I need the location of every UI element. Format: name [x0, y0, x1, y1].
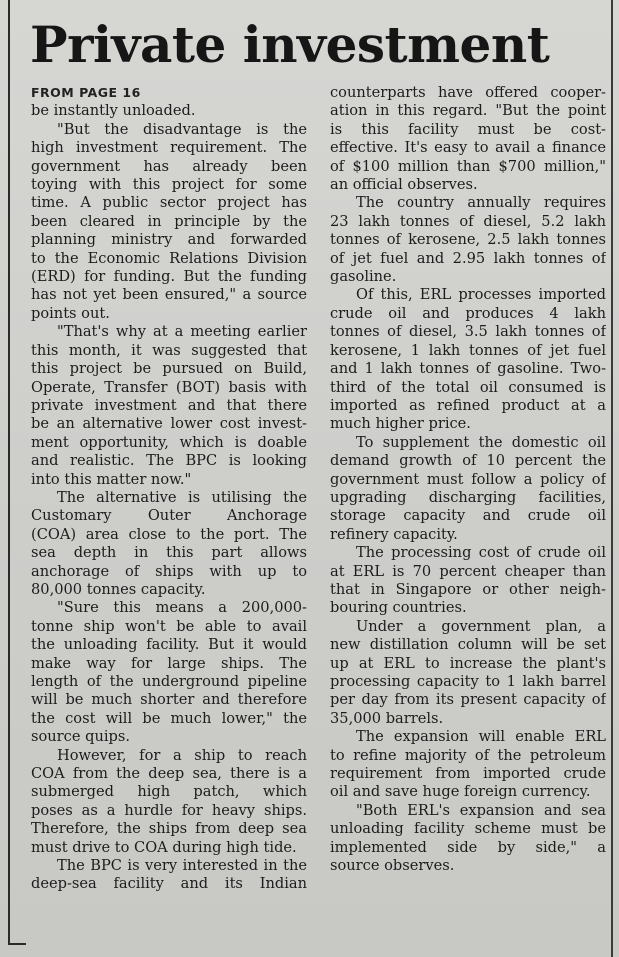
article-text-line: much higher price. — [330, 415, 471, 433]
article-text-line: government has already been — [31, 157, 307, 175]
article-text-line: at ERL is 70 percent cheaper than — [330, 562, 606, 580]
article-text-line: this month, it was suggested that — [31, 341, 307, 359]
article-text-line: into this matter now." — [31, 470, 192, 488]
article-text-line: However, for a ship to reach — [57, 746, 307, 764]
article-text-line: crude oil and produces 4 lakh — [330, 304, 606, 322]
article-text-line: been cleared in principle by the — [31, 212, 307, 230]
article-text-line: toying with this project for some — [31, 176, 307, 194]
article-text-line: the cost will be much lower," the — [31, 709, 307, 727]
article-text-line: be instantly unloaded. — [31, 102, 196, 120]
article-text-line: that in Singapore or other neigh- — [330, 580, 606, 598]
article-text-line: new distillation column will be set — [330, 636, 606, 654]
article-text-line: Operate, Transfer (BOT) basis with — [31, 378, 307, 396]
article-text-line: the unloading facility. But it would — [31, 636, 307, 654]
article-text-line: length of the underground pipeline — [31, 673, 307, 691]
article-text-line: tonnes of kerosene, 2.5 lakh tonnes — [330, 231, 606, 249]
article-text-line: Under a government plan, a — [356, 617, 606, 635]
article-text-line: COA from the deep sea, there is a — [31, 765, 307, 783]
left-column-text — [31, 102, 307, 893]
article-text-line: "Sure this means a 200,000- — [57, 599, 307, 617]
article-text-line: kerosene, 1 lakh tonnes of jet fuel — [330, 341, 606, 359]
continued-from-kicker: FROM PAGE 16 — [31, 85, 141, 100]
article-text-line: storage capacity and crude oil — [330, 507, 606, 525]
article-text-line: of $100 million than $700 million," — [330, 157, 606, 175]
article-text-line: To supplement the domestic oil — [356, 433, 606, 451]
left-column-rule — [8, 0, 10, 945]
article-text-line: ment opportunity, which is doable — [31, 433, 307, 451]
article-text-line: Customary Outer Anchorage — [31, 507, 307, 525]
headline: Private investment — [30, 15, 550, 74]
article-text-line: The alternative is utilising the — [57, 488, 307, 506]
article-text-line: refinery capacity. — [330, 525, 458, 543]
article-text-line: 35,000 barrels. — [330, 709, 444, 727]
article-column-left — [31, 84, 307, 894]
article-text-line: high investment requirement. The — [31, 139, 307, 157]
article-text-line: tonne ship won't be able to avail — [31, 617, 307, 635]
article-text-line: deep-sea facility and its Indian — [31, 875, 307, 893]
article-text-line: demand growth of 10 percent the — [330, 452, 606, 470]
article-text-line: and realistic. The BPC is looking — [31, 452, 307, 470]
article-text-line: "That's why at a meeting earlier — [57, 323, 307, 341]
article-text-line: government must follow a policy of — [330, 470, 606, 488]
article-column-right — [330, 84, 606, 875]
article-text-line: The expansion will enable ERL — [356, 728, 606, 746]
article-text-line: source observes. — [330, 857, 455, 875]
article-text-line: ation in this regard. "But the point — [330, 102, 606, 120]
article-text-line: tonnes of diesel, 3.5 lakh tonnes of — [330, 323, 606, 341]
article-text-line: The country annually requires — [356, 194, 606, 212]
article-text-line: requirement from imported crude — [330, 765, 606, 783]
article-text-line: source quips. — [31, 728, 130, 746]
article-text-line: gasoline. — [330, 268, 397, 286]
article-text-line: this project be pursued on Build, — [31, 360, 307, 378]
article-text-line: unloading facility scheme must be — [330, 820, 606, 838]
article-text-line: of jet fuel and 2.95 lakh tonnes of — [330, 249, 606, 267]
article-text-line: third of the total oil consumed is — [330, 378, 606, 396]
right-column-rule — [611, 0, 613, 957]
article-text-line: Of this, ERL processes imported — [356, 286, 606, 304]
article-text-line: points out. — [31, 304, 110, 322]
article-text-line: to the Economic Relations Division — [31, 249, 307, 267]
article-text-line: per day from its present capacity of — [330, 691, 606, 709]
article-text-line: processing capacity to 1 lakh barrel — [330, 673, 606, 690]
article-text-line: and 1 lakh tonnes of gasoline. Two- — [330, 360, 606, 378]
article-text-line: "Both ERL's expansion and sea — [356, 801, 606, 819]
article-text-line: imported as refined product at a — [330, 396, 606, 414]
article-text-line: to refine majority of the petroleum — [330, 746, 606, 764]
article-text-line: oil and save huge foreign currency. — [330, 783, 591, 801]
article-text-line: Therefore, the ships from deep sea — [31, 820, 307, 838]
article-text-line: sea depth in this part allows — [31, 544, 307, 562]
article-text-line: an official observes. — [330, 176, 478, 194]
article-text-line: The BPC is very interested in the — [57, 857, 307, 875]
article-text-line: 23 lakh tonnes of diesel, 5.2 lakh — [330, 212, 606, 230]
article-text-line: bouring countries. — [330, 599, 467, 617]
article-text-line: planning ministry and forwarded — [31, 231, 307, 249]
article-text-line: is this facility must be cost- — [330, 120, 606, 138]
article-text-line: time. A public sector project has — [31, 194, 307, 212]
article-text-line: "But the disadvantage is the — [57, 120, 307, 138]
article-text-line: poses as a hurdle for heavy ships. — [31, 801, 307, 819]
article-text-line: upgrading discharging facilities, — [330, 488, 606, 506]
article-text-line: (ERD) for funding. But the funding — [31, 268, 307, 286]
article-text-line: The processing cost of crude oil — [356, 544, 606, 562]
article-text-line: submerged high patch, which — [31, 783, 307, 801]
article-text-line: up at ERL to increase the plant's — [330, 654, 606, 672]
article-text-line: effective. It's easy to avail a finance — [330, 139, 606, 157]
article-text-line: (COA) area close to the port. The — [31, 525, 307, 543]
article-text-line: make way for large ships. The — [31, 654, 307, 672]
article-text-line: 80,000 tonnes capacity. — [31, 580, 206, 598]
article-text-line: be an alternative lower cost invest- — [31, 415, 307, 433]
article-text-line: private investment and that there — [31, 396, 307, 414]
article-text-line: has not yet been ensured," a source — [31, 286, 307, 304]
article-text-line: implemented side by side," a — [330, 838, 606, 856]
article-text-line: anchorage of ships with up to — [31, 562, 307, 580]
article-text-line: must drive to COA during high tide. — [31, 838, 297, 856]
bottom-corner-rule — [8, 943, 26, 945]
right-column-text — [330, 84, 606, 875]
article-text-line: counterparts have offered cooper- — [330, 84, 606, 101]
article-text-line: will be much shorter and therefore — [31, 691, 307, 709]
